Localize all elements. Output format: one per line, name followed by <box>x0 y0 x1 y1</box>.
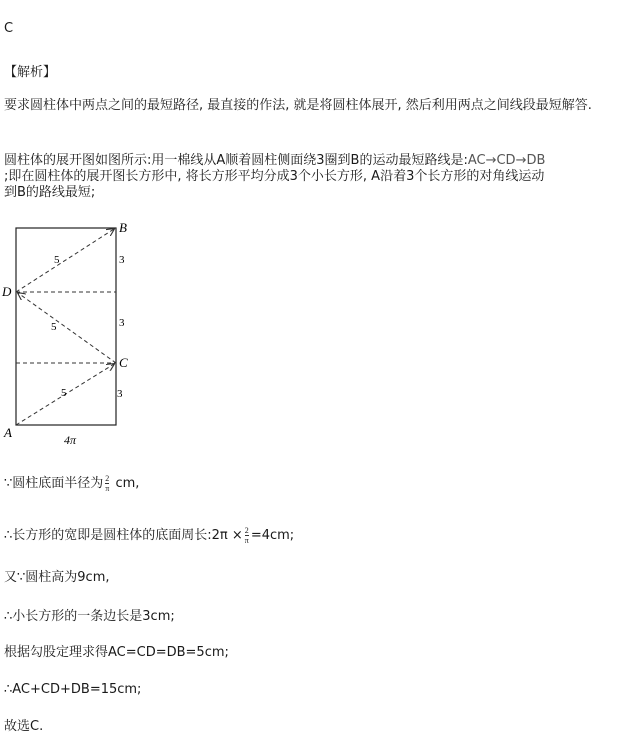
unfolded-cylinder-figure <box>0 215 150 450</box>
answer-text: C <box>4 21 14 36</box>
point-label-d: D <box>2 284 12 299</box>
explain-line-2: ;即在圆柱体的展开图长方形中, 将长方形平均分成3个小长方形, A沿着3个长方形的对角线运动 <box>4 169 545 184</box>
explain-line-1 <box>4 153 545 169</box>
path-segment-db <box>16 229 114 292</box>
intro-paragraph: 要求圆柱体中两点之间的最短路径, 最直接的作法, 就是将圆柱体展开, 然后利用两点之间线段最短解答. <box>4 98 592 113</box>
segment-length-ac: 5 <box>61 387 67 399</box>
point-label-b: B <box>119 220 127 235</box>
path-segment-cd <box>18 293 116 363</box>
side-length-top: 3 <box>119 254 125 266</box>
step-radius: ∵圆柱底面半径为 $\frac{2}{\pi}$ cm, <box>4 474 140 493</box>
side-length-bottom: 3 <box>117 388 123 400</box>
radius-fraction: $\frac{2}{\pi}$ <box>105 474 110 493</box>
point-label-a: A <box>4 425 12 440</box>
route-text: AC→CD→DB <box>467 153 546 168</box>
step-height: 又∵圆柱高为9cm, <box>4 570 110 585</box>
segment-length-cd: 5 <box>51 321 57 333</box>
conclusion-text: 故选C. <box>4 719 44 734</box>
analysis-heading: 【解析】 <box>4 65 57 80</box>
circumference-fraction: $\frac{2}{\pi}$ <box>244 526 249 545</box>
side-length-middle: 3 <box>119 317 125 329</box>
step-small-side: ∴小长方形的一条边长是3cm; <box>4 609 175 624</box>
step-pythagoras: 根据勾股定理求得AC=CD=DB=5cm; <box>4 645 229 660</box>
point-label-c: C <box>119 355 128 370</box>
segment-length-db: 5 <box>54 254 60 266</box>
explain-line-1-text: 圆柱体的展开图如图所示:用一棉线从A顺着圆柱侧面绕3圈到B的运动最短路线是: <box>4 153 468 168</box>
step-total: ∴AC+CD+DB=15cm; <box>4 682 142 697</box>
step-circumference: ∴长方形的宽即是圆柱体的底面周长:2π × $\frac{2}{\pi}$ =4cm; <box>4 526 295 545</box>
explain-line-3: 到B的路线最短; <box>4 185 96 200</box>
bottom-width-label: 4π <box>64 433 77 447</box>
